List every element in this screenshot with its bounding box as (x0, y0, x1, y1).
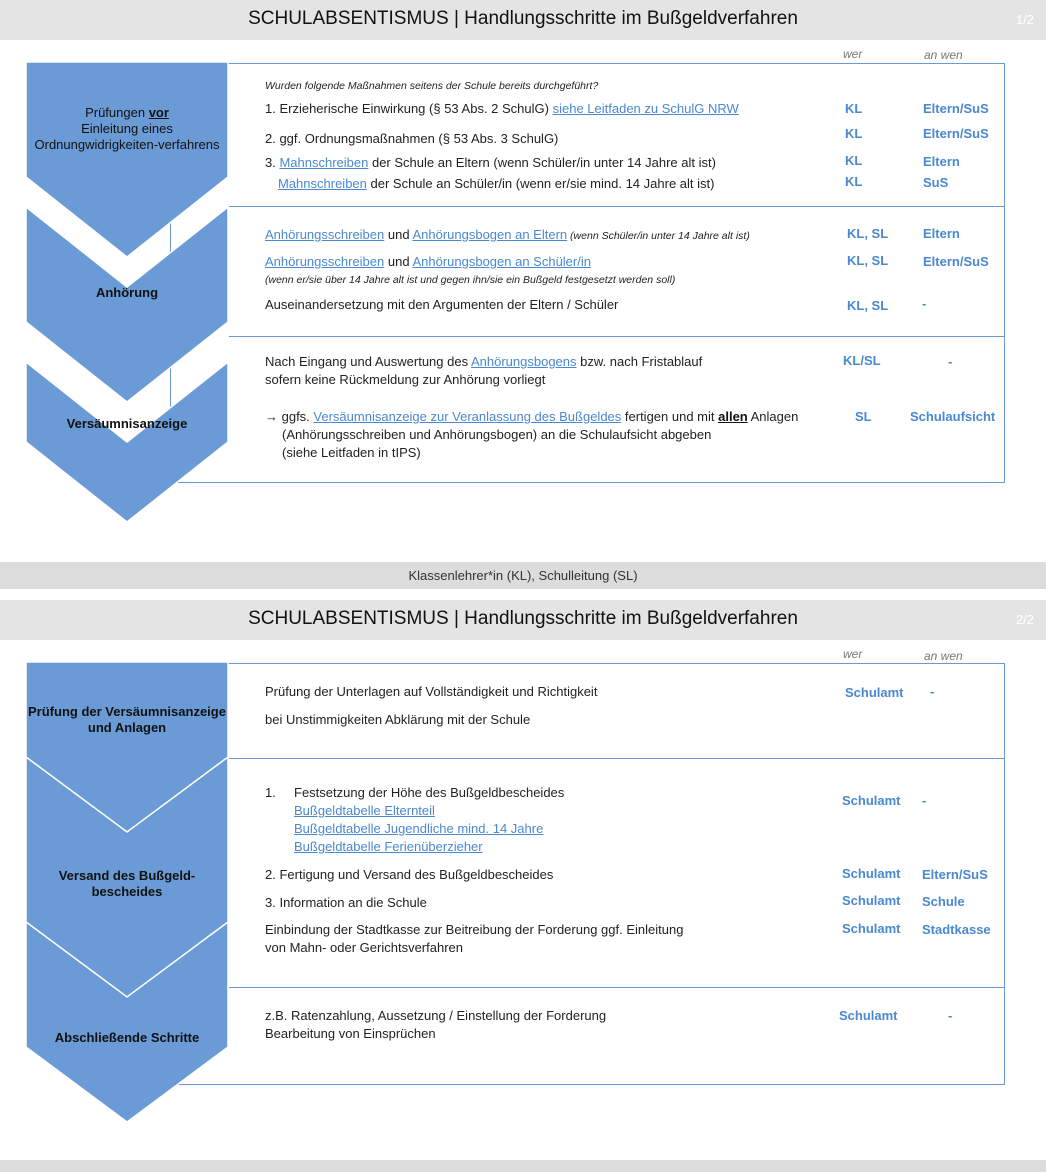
page1-title: SCHULABSENTISMUS | Handlungsschritte im Bußgeldverfahren (248, 8, 798, 29)
page2-footer-bar (0, 1160, 1046, 1172)
page1-divider-1 (229, 206, 1005, 207)
page2-row-pruefung-unterlagen: Prüfung der Unterlagen auf Vollständigkeit und Richtigkeit (265, 684, 598, 699)
page1-row-erzieherische-einwirkung: 1. Erzieherische Einwirkung (§ 53 Abs. 2 SchulG) siehe Leitfaden zu SchulG NRW (265, 101, 739, 116)
who-r6: KL, SL (847, 253, 889, 268)
page1-row-versaeumnisanzeige: → ggfs. Versäumnisanzeige zur Veranlassung des Bußgeldes fertigen und mit allen Anlagen (265, 409, 799, 424)
page1-header (0, 0, 1046, 40)
link-bussgeldtabelle-ferien[interactable]: Bußgeldtabelle Ferienüberzieher (294, 839, 483, 854)
page1-row-auseinandersetzung: Auseinandersetzung mit den Argumenten der Eltern / Schüler (265, 297, 619, 312)
whom-q5: Stadtkasse (922, 922, 991, 937)
link-anhoerungsbogens[interactable]: Anhörungsbogens (470, 354, 577, 369)
whom-r4: SuS (923, 175, 949, 190)
whom-r2: Eltern/SuS (923, 126, 989, 141)
page2-row-festsetzung: Festsetzung der Höhe des Bußgeldbescheides Bußgeldtabelle Elternteil Bußgeldtabelle Jugendliche mind. 14 Jahre Bußgeldtabelle Ferienüberzieher (294, 785, 565, 854)
who-r4: KL (845, 174, 863, 189)
whom-r7: - (922, 296, 927, 311)
who-q5: Schulamt (842, 921, 901, 936)
whom-q4: Schule (922, 894, 965, 909)
whom-r8: - (948, 354, 953, 369)
page2-title: SCHULABSENTISMUS | Handlungsschritte im Bußgeldverfahren (248, 608, 798, 629)
page1-row-mahnschreiben-schueler: Mahnschreiben der Schule an Schüler/in (wenn er/sie mind. 14 Jahre alt ist) (278, 176, 715, 191)
page1-chevron-1 (26, 62, 228, 257)
link-anhoerungsbogen-schueler[interactable]: Anhörungsbogen an Schüler/in (412, 254, 591, 269)
whom-q3: Eltern/SuS (922, 867, 988, 882)
link-bussgeldtabelle-jugendliche[interactable]: Bußgeldtabelle Jugendliche mind. 14 Jahre (294, 821, 544, 836)
whom-r3: Eltern (923, 154, 960, 169)
page1-stage-pruefungen: Prüfungen vor Einleitung eines Ordnungwidrigkeiten-verfahrens (34, 105, 220, 152)
page2-row-ratenzahlung: z.B. Ratenzahlung, Aussetzung / Einstellung der Forderung Bearbeitung von Einsprüchen (265, 1008, 607, 1041)
link-versaeumnisanzeige[interactable]: Versäumnisanzeige zur Veranlassung des Bußgeldes (313, 409, 622, 424)
page1-row-anhoerung-schueler: Anhörungsschreiben und Anhörungsbogen an Schüler/in (265, 254, 591, 269)
who-r5: KL, SL (847, 226, 889, 241)
link-anhoerungsschreiben-2[interactable]: Anhörungsschreiben (265, 254, 385, 269)
who-r8: KL/SL (843, 353, 881, 368)
link-mahnschreiben-eltern[interactable]: Mahnschreiben (279, 155, 369, 170)
link-bussgeldtabelle-elternteil[interactable]: Bußgeldtabelle Elternteil (294, 803, 435, 818)
link-leitfaden-schulg[interactable]: siehe Leitfaden zu SchulG NRW (552, 101, 739, 116)
whom-r9: Schulaufsicht (910, 409, 996, 424)
page1-row-versaeumnisanzeige-line2: (Anhörungsschreiben und Anhörungsbogen) an die Schulaufsicht abgeben (siehe Leitfaden in tIPS) (282, 427, 712, 460)
page1-col-who: wer (843, 47, 863, 61)
page2-stage-versand: Versand des Bußgeld-bescheides (58, 868, 196, 899)
page1-stage-versaeumnisanzeige: Versäumnisanzeige (66, 416, 188, 431)
page1-row-anhoerung-eltern: Anhörungsschreiben und Anhörungsbogen an Eltern (wenn Schüler/in unter 14 Jahre alt ist) (265, 227, 750, 242)
page2-row-versand: 2. Fertigung und Versand des Bußgeldbescheides (265, 867, 554, 882)
page2-divider-2 (229, 987, 1005, 988)
page2-col-who: wer (843, 647, 863, 661)
who-r1: KL (845, 101, 863, 116)
whom-r6: Eltern/SuS (923, 254, 989, 269)
page1-intro-question: Wurden folgende Maßnahmen seitens der Schule bereits durchgeführt? (265, 80, 599, 92)
page2-col-whom: an wen (924, 649, 963, 663)
who-q2: Schulamt (842, 793, 901, 808)
page2-row-stadtkasse: Einbindung der Stadtkasse zur Beitreibung der Forderung ggf. Einleitung von Mahn- oder Gerichtsverfahren (265, 922, 684, 955)
link-anhoerungsschreiben-1[interactable]: Anhörungsschreiben (265, 227, 385, 242)
page2-row-information: 3. Information an die Schule (265, 895, 427, 910)
page2-row-abklaerung: bei Unstimmigkeiten Abklärung mit der Schule (265, 712, 531, 727)
whom-q6: - (948, 1008, 953, 1023)
who-q1: Schulamt (845, 685, 904, 700)
who-r9: SL (855, 409, 872, 424)
page1-row-auswertung: Nach Eingang und Auswertung des Anhörungsbogens bzw. nach Fristablauf sofern keine Rückmeldung zur Anhörung vorliegt (265, 354, 703, 387)
who-r3: KL (845, 153, 863, 168)
who-q4: Schulamt (842, 893, 901, 908)
page1-row-anhoerung-schueler-note: (wenn er/sie über 14 Jahre alt ist und gegen ihn/sie ein Bußgeld festgesetzt werden soll) (265, 274, 676, 286)
page2-row-festsetzung-num: 1. (265, 785, 276, 800)
page2-header (0, 600, 1046, 640)
page1-footer: Klassenlehrer*in (KL), Schulleitung (SL) (0, 562, 1046, 589)
link-mahnschreiben-schueler[interactable]: Mahnschreiben (278, 176, 367, 191)
page1-divider-2 (229, 336, 1005, 337)
page1-col-whom: an wen (924, 48, 963, 62)
page2-divider-1 (229, 758, 1005, 759)
page2-stage-abschliessend: Abschließende Schritte (54, 1030, 200, 1045)
page1-page-number: 1/2 (1015, 12, 1034, 27)
whom-r5: Eltern (923, 226, 960, 241)
whom-q1: - (930, 684, 935, 699)
page2-stage-pruefung: Prüfung der Versäumnisanzeige und Anlagen (28, 704, 226, 735)
who-q3: Schulamt (842, 866, 901, 881)
page1-row-mahnschreiben-eltern: 3. Mahnschreiben der Schule an Eltern (wenn Schüler/in unter 14 Jahre alt ist) (265, 155, 716, 170)
link-anhoerungsbogen-eltern[interactable]: Anhörungsbogen an Eltern (412, 227, 568, 242)
whom-r1: Eltern/SuS (923, 101, 989, 116)
page1-row-ordnungsmassnahmen: 2. ggf. Ordnungsmaßnahmen (§ 53 Abs. 3 SchulG) (265, 131, 559, 146)
page1-stage-anhoerung: Anhörung (95, 285, 159, 300)
who-r7: KL, SL (847, 298, 889, 313)
whom-q2: - (922, 793, 927, 808)
who-r2: KL (845, 126, 863, 141)
who-q6: Schulamt (839, 1008, 898, 1023)
page2-page-number: 2/2 (1015, 612, 1034, 627)
